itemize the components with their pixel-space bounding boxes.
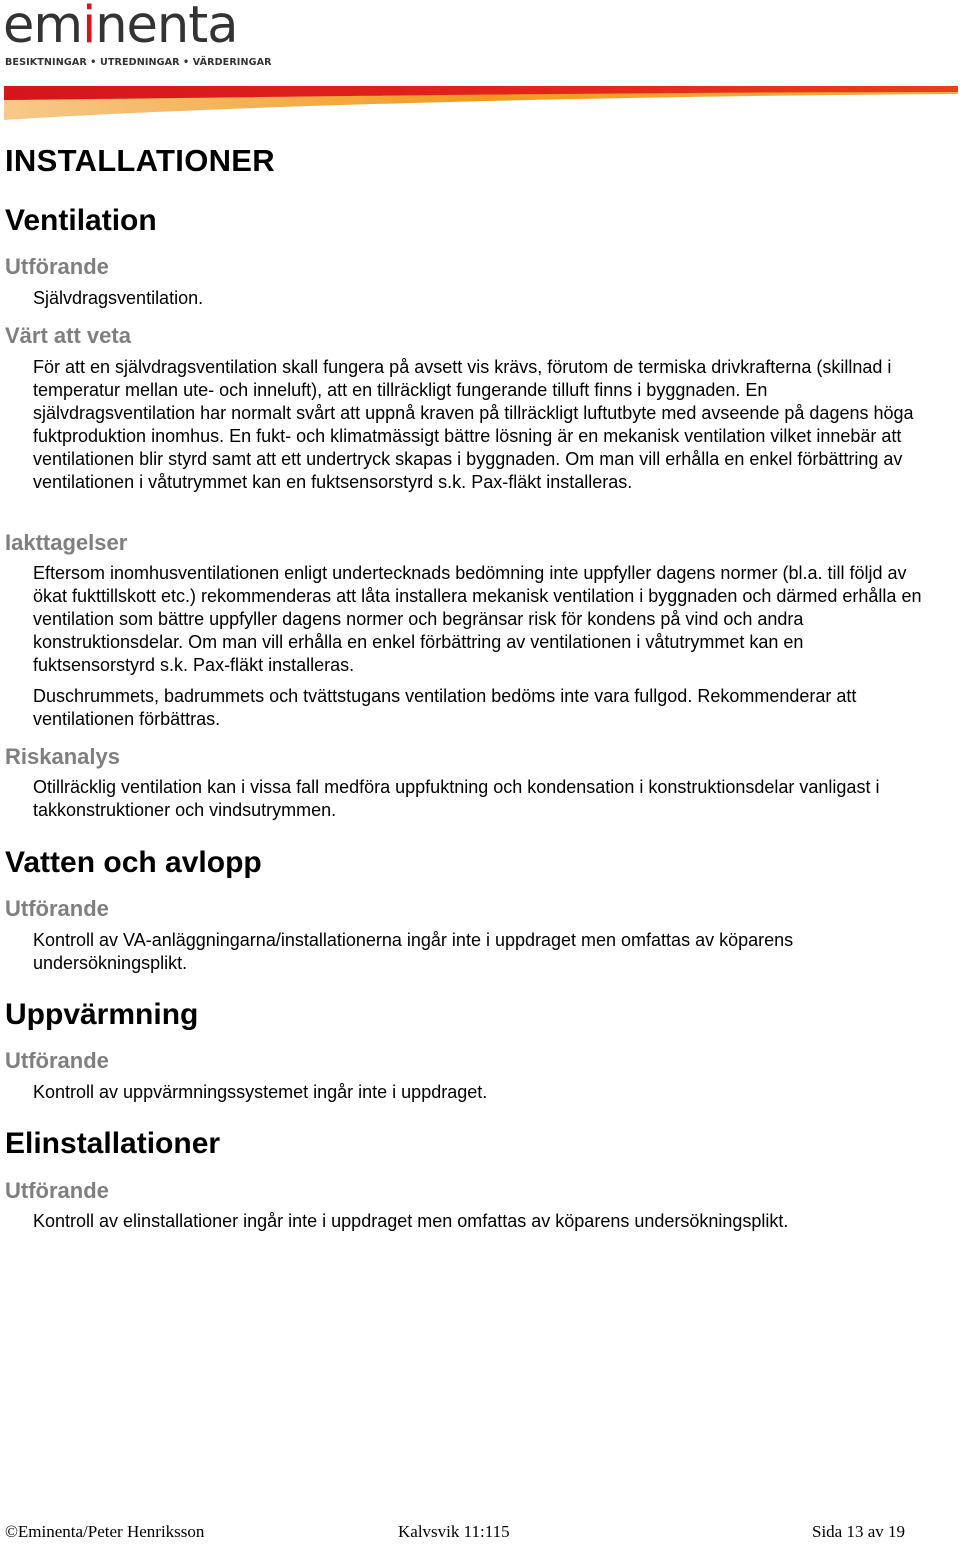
section-title: INSTALLATIONER [5,143,275,178]
vatten-utforande-text: Kontroll av VA-anläggningarna/installationerna ingår inte i uppdraget men omfattas av köparens undersökningsplikt. [33,930,794,973]
ventilation-iakttagelser-label: Iakttagelser [5,530,128,555]
footer-property: Kalvsvik 11:115 [398,1522,510,1541]
ventilation-riskanalys-label: Riskanalys [5,744,120,769]
ventilation-riskanalys-text: Otillräcklig ventilation kan i vissa fall medföra uppfuktning och kondensation i konstruktionsdelar vanligast i takkonstruktioner och vindsutrymmen. [33,777,880,820]
uppvarmning-utforande-label: Utförande [5,1048,109,1073]
el-utforande-label: Utförande [5,1178,109,1203]
footer-page-number: Sida 13 av 19 [812,1522,906,1541]
brand-name-end: nenta [95,0,238,55]
ventilation-iakttagelser-text-2: Duschrummets, badrummets och tvättstugans ventilation bedöms inte vara fullgod. Rekommenderar att ventilationen förbättras. [33,686,857,729]
ventilation-vart-text: För att en självdragsventilation skall fungera på avsett vis krävs, förutom de termiska drivkrafterna (skillnad i temperatur mellan ute- och inneluft), att en tillräckligt fungerande tilluft finns i byggnaden. En självdragsventilation har normalt svårt att uppnå kraven på tillräckligt luftutbyte med avseende på dagens höga fuktproduktion inomhus. En fukt- och klimatmässigt bättre lösning är en mekanisk ventilation vilket innebär att ventilationen blir styrd samt att ett undertryck skapas i byggnaden. Om man vill erhålla en enkel förbättring av ventilationen i våtutrymmet kan en fuktsensorstyrd s.k. Pax-fläkt installeras. [33,357,914,492]
ventilation-utforande-label: Utförande [5,254,109,279]
ventilation-iakttagelser-text-1: Eftersom inomhusventilationen enligt undertecknads bedömning inte uppfyller dagens normer (bl.a. till följd av ökat fukttillskott etc.) rekommenderas att låta installera mekanisk ventilation i byggnaden och därmed erhålla en ventilation som bättre uppfyller dagens normer och begränsar risk för kondens på vind och andra konstruktionsdelar. Om man vill erhålla en enkel förbättring av ventilationen i våtutrymmet kan en fuktsensorstyrd s.k. Pax-fläkt installeras. [33,563,922,675]
brand-tagline: BESIKTNINGAR • UTREDNINGAR • VÄRDERINGAR [5,57,272,68]
brand-name-start: em [3,0,83,55]
el-utforande-text: Kontroll av elinstallationer ingår inte i uppdraget men omfattas av köparens undersökningsplikt. [33,1211,789,1231]
uppvarmning-utforande-text: Kontroll av uppvärmningssystemet ingår inte i uppdraget. [33,1082,488,1102]
vatten-title: Vatten och avlopp [5,846,262,879]
page-footer [0,1522,960,1546]
brand-name-accent: i [82,0,96,55]
header-swoosh-graphic [0,80,960,128]
uppvarmning-title: Uppvärmning [5,998,199,1031]
footer-copyright: ©Eminenta/Peter Henriksson [5,1522,205,1541]
ventilation-title: Ventilation [5,204,157,237]
vatten-utforande-label: Utförande [5,896,109,921]
ventilation-vart-label: Värt att veta [5,323,131,348]
brand-logo [3,0,238,56]
el-title: Elinstallationer [5,1127,221,1160]
ventilation-utforande-text: Självdragsventilation. [33,288,204,308]
page-header [0,0,960,130]
